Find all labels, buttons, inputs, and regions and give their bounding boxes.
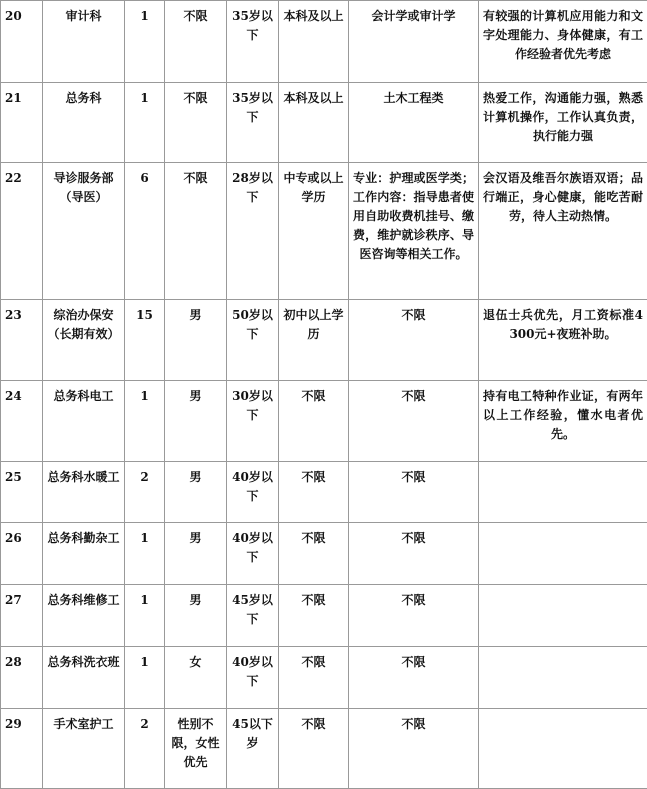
requirements-cell <box>479 585 647 647</box>
requirements-cell <box>479 462 647 523</box>
education-cell: 不限 <box>279 381 349 462</box>
education-cell: 不限 <box>279 523 349 585</box>
age-cell: 45岁以下 <box>227 585 279 647</box>
requirements-cell: 持有电工特种作业证，有两年以上工作经验，懂水电者优先。 <box>479 381 647 462</box>
headcount-cell: 15 <box>125 300 165 381</box>
major-cell: 会计学或审计学 <box>349 1 479 83</box>
education-cell: 不限 <box>279 647 349 709</box>
education-cell: 本科及以上 <box>279 83 349 163</box>
headcount-cell: 2 <box>125 462 165 523</box>
headcount-cell: 6 <box>125 163 165 300</box>
major-cell: 不限 <box>349 462 479 523</box>
department-cell: 手术室护工 <box>43 709 125 789</box>
row-number: 27 <box>1 585 43 647</box>
row-number: 29 <box>1 709 43 789</box>
headcount-cell: 1 <box>125 83 165 163</box>
table-row <box>1 300 647 381</box>
major-cell: 不限 <box>349 709 479 789</box>
major-cell: 不限 <box>349 381 479 462</box>
requirements-cell: 热爱工作，沟通能力强，熟悉计算机操作，工作认真负责，执行能力强 <box>479 83 647 163</box>
education-cell: 不限 <box>279 462 349 523</box>
education-cell: 本科及以上 <box>279 1 349 83</box>
row-number: 25 <box>1 462 43 523</box>
age-cell: 35岁以下 <box>227 1 279 83</box>
department-cell: 导诊服务部（导医） <box>43 163 125 300</box>
table-row <box>1 647 647 709</box>
department-cell: 总务科勤杂工 <box>43 523 125 585</box>
gender-cell: 性别不限，女性优先 <box>165 709 227 789</box>
gender-cell: 男 <box>165 381 227 462</box>
table-row <box>1 381 647 462</box>
gender-cell: 男 <box>165 462 227 523</box>
department-cell: 综治办保安（长期有效） <box>43 300 125 381</box>
table-row <box>1 163 647 300</box>
department-cell: 审计科 <box>43 1 125 83</box>
requirements-cell <box>479 523 647 585</box>
table-row <box>1 585 647 647</box>
table-row <box>1 1 647 83</box>
education-cell: 不限 <box>279 709 349 789</box>
department-cell: 总务科洗衣班 <box>43 647 125 709</box>
requirements-cell: 退伍士兵优先，月工资标准4300元+夜班补助。 <box>479 300 647 381</box>
gender-cell: 不限 <box>165 163 227 300</box>
age-cell: 30岁以下 <box>227 381 279 462</box>
row-number: 20 <box>1 1 43 83</box>
headcount-cell: 1 <box>125 381 165 462</box>
department-cell: 总务科电工 <box>43 381 125 462</box>
education-cell: 中专或以上学历 <box>279 163 349 300</box>
headcount-cell: 1 <box>125 585 165 647</box>
age-cell: 28岁以下 <box>227 163 279 300</box>
headcount-cell: 1 <box>125 1 165 83</box>
gender-cell: 男 <box>165 523 227 585</box>
age-cell: 40岁以下 <box>227 523 279 585</box>
department-cell: 总务科 <box>43 83 125 163</box>
requirements-cell: 有较强的计算机应用能力和文字处理能力、身体健康，有工作经验者优先考虑 <box>479 1 647 83</box>
major-cell: 不限 <box>349 585 479 647</box>
requirements-cell: 会汉语及维吾尔族语双语；品行端正，身心健康，能吃苦耐劳，待人主动热情。 <box>479 163 647 300</box>
gender-cell: 不限 <box>165 1 227 83</box>
education-cell: 不限 <box>279 585 349 647</box>
row-number: 24 <box>1 381 43 462</box>
row-number: 23 <box>1 300 43 381</box>
major-cell: 不限 <box>349 300 479 381</box>
major-cell: 专业：护理或医学类；工作内容：指导患者使用自助收费机挂号、缴费，维护就诊秩序、导医咨询等相关工作。 <box>349 163 479 300</box>
headcount-cell: 1 <box>125 523 165 585</box>
age-cell: 35岁以下 <box>227 83 279 163</box>
education-cell: 初中以上学历 <box>279 300 349 381</box>
gender-cell: 男 <box>165 585 227 647</box>
table-row <box>1 83 647 163</box>
row-number: 28 <box>1 647 43 709</box>
major-cell: 不限 <box>349 523 479 585</box>
row-number: 22 <box>1 163 43 300</box>
requirements-cell <box>479 647 647 709</box>
age-cell: 45以下岁 <box>227 709 279 789</box>
row-number: 21 <box>1 83 43 163</box>
major-cell: 不限 <box>349 647 479 709</box>
age-cell: 40岁以下 <box>227 462 279 523</box>
gender-cell: 男 <box>165 300 227 381</box>
headcount-cell: 2 <box>125 709 165 789</box>
table-row <box>1 709 647 789</box>
headcount-cell: 1 <box>125 647 165 709</box>
gender-cell: 女 <box>165 647 227 709</box>
requirements-cell <box>479 709 647 789</box>
age-cell: 50岁以下 <box>227 300 279 381</box>
table-row <box>1 462 647 523</box>
gender-cell: 不限 <box>165 83 227 163</box>
age-cell: 40岁以下 <box>227 647 279 709</box>
department-cell: 总务科水暖工 <box>43 462 125 523</box>
major-cell: 土木工程类 <box>349 83 479 163</box>
table-row <box>1 523 647 585</box>
department-cell: 总务科维修工 <box>43 585 125 647</box>
row-number: 26 <box>1 523 43 585</box>
